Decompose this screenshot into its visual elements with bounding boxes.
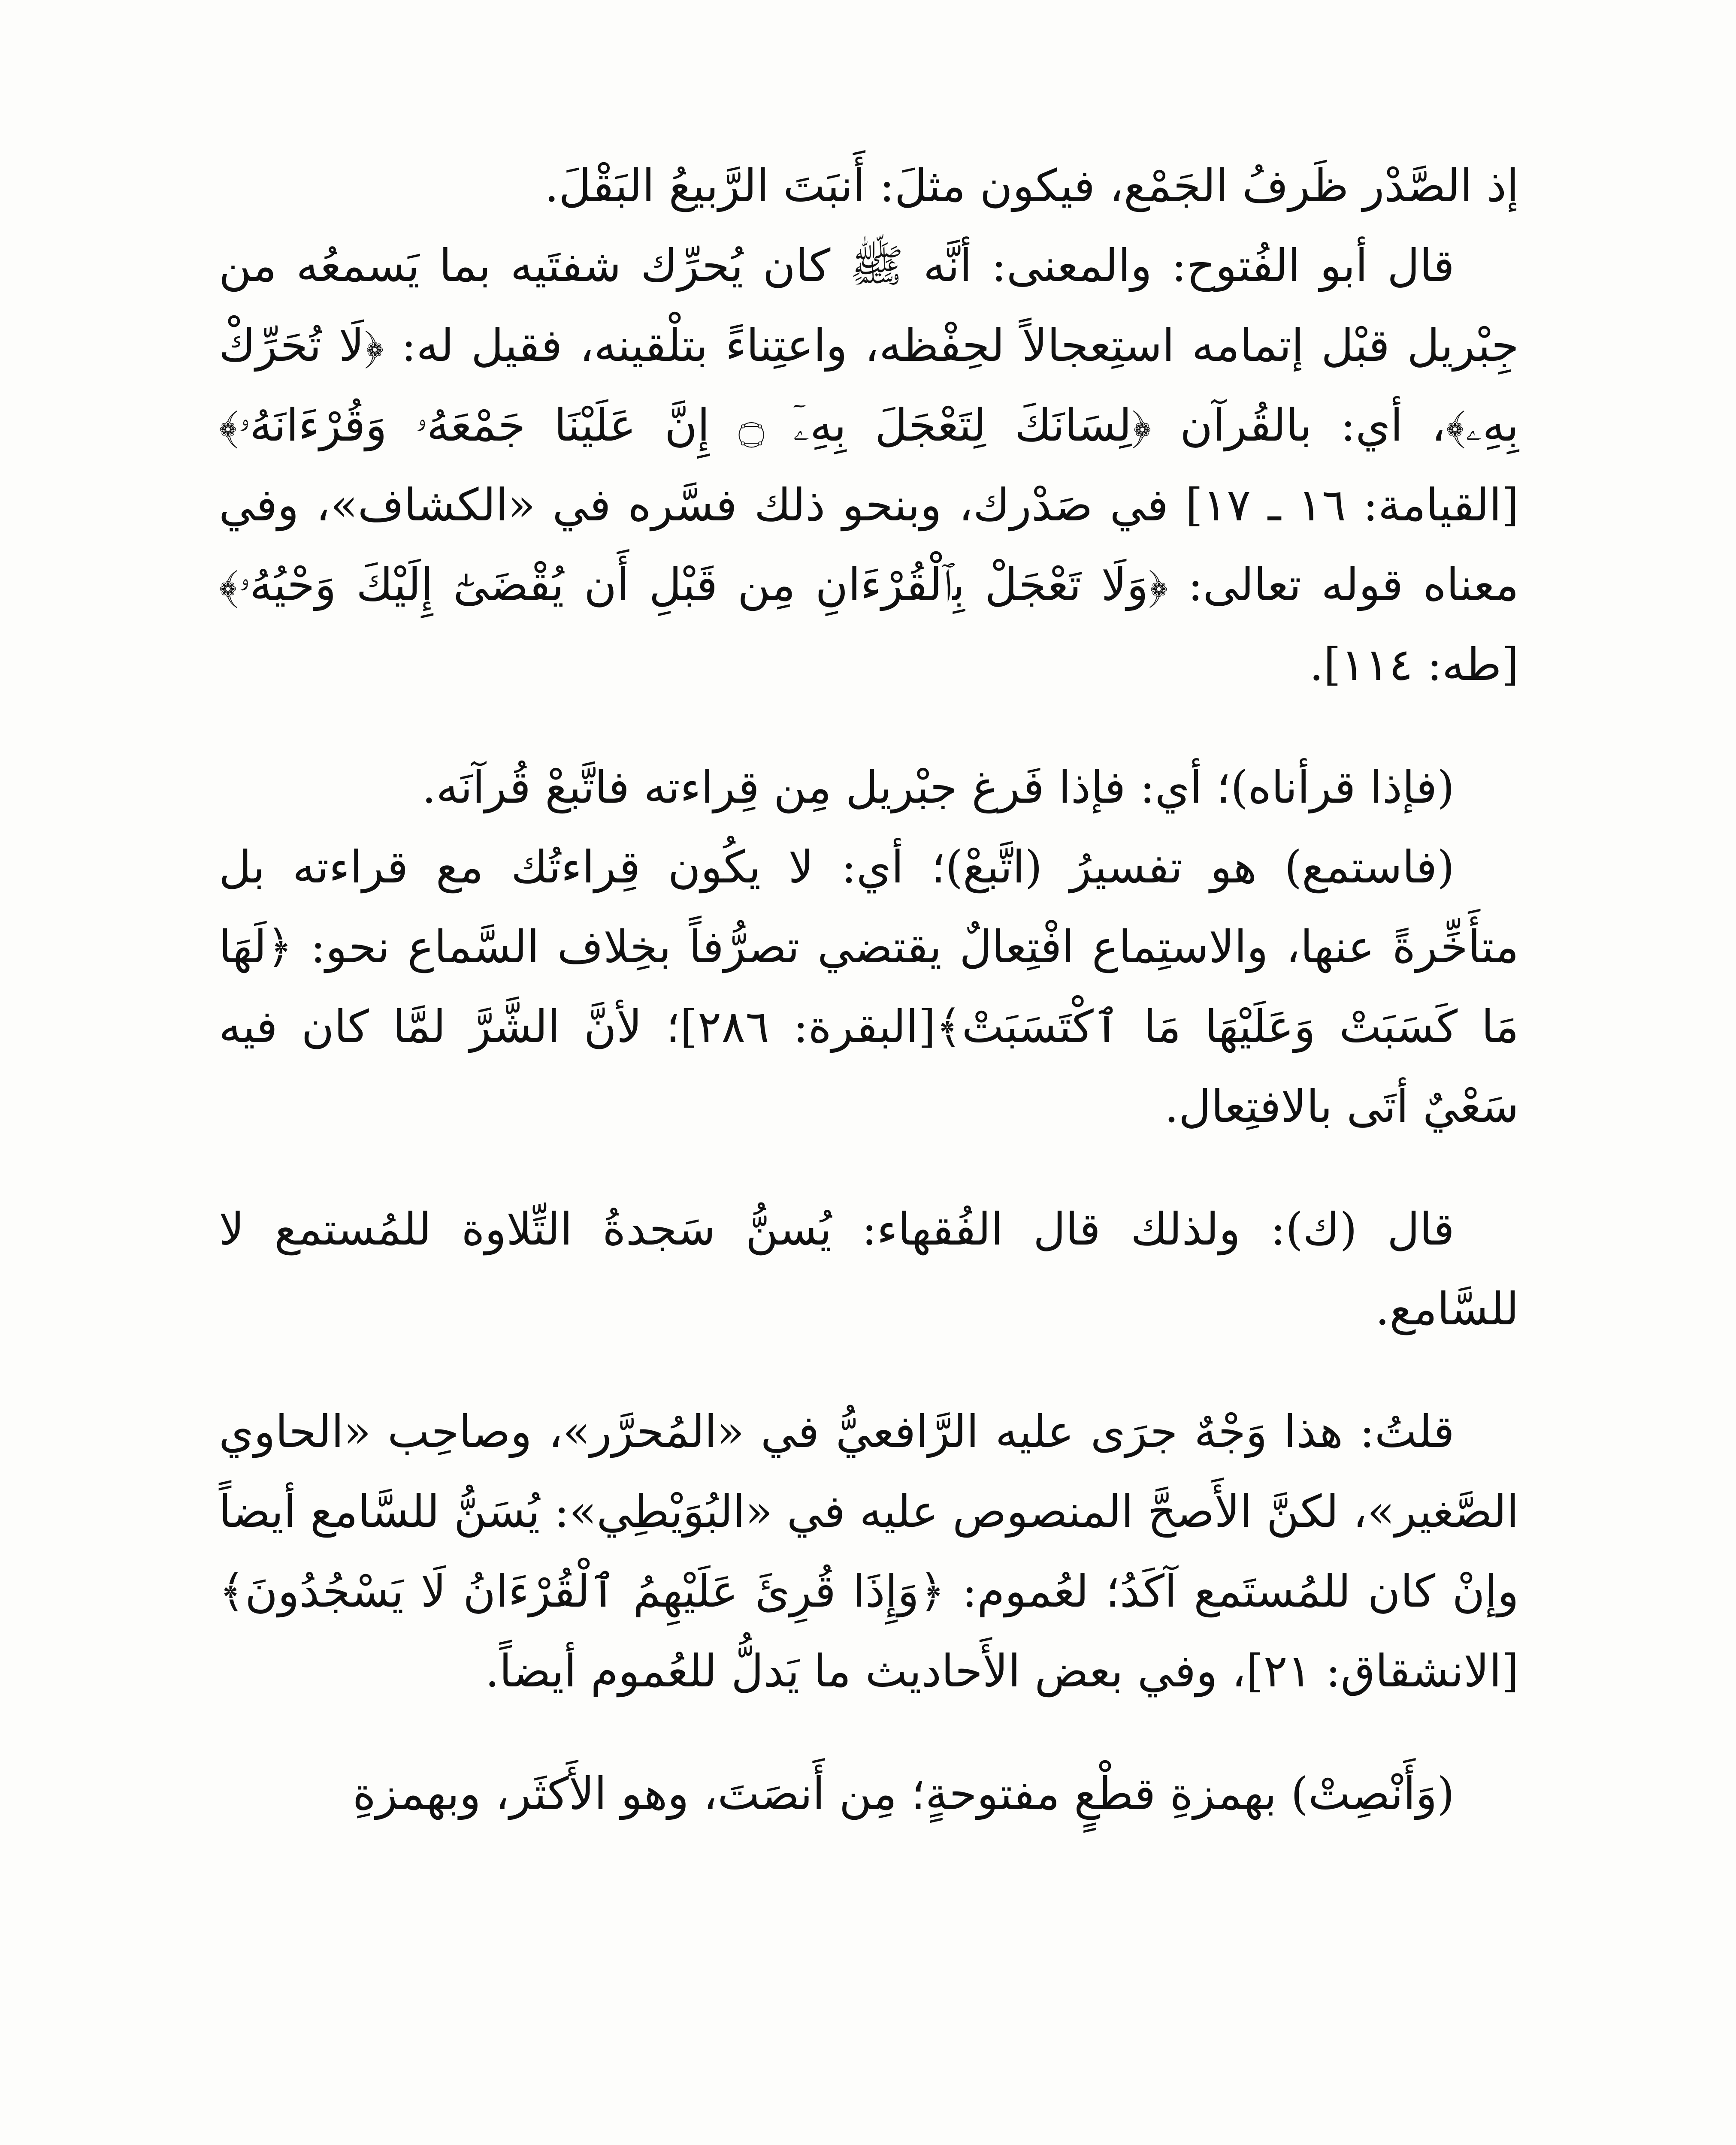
paragraph-4: (فاستمع) هو تفسيرُ (اتَّبعْ)؛ أي: لا يكُون قِراءتُك مع قراءته بل متأَخِّرةً عنها، والاستِماع افْتِعالٌ يقتضي تصرُّفاً بخِلاف السَّماع نحو: ﴿لَهَا مَا كَسَبَتْ وَعَلَيْهَا مَا ٱكْتَسَبَتْ﴾[البقرة: ٢٨٦]؛ لأنَّ الشَّرَّ لمَّا كان فيه سَعْيٌ أتَى بالافتِعال. — [219, 841, 1519, 1133]
paragraph-1: إذ الصَّدْر ظَرفُ الجَمْع، فيكون مثلَ: أَنبَتَ الرَّبيعُ البَقْلَ. — [544, 160, 1519, 212]
paragraph-2: قال أبو الفُتوح: والمعنى: أنَّه ﷺ كان يُحرِّك شفتَيه بما يَسمعُه من جِبْريل قبْل إتمامه استِعجالاً لحِفْظه، واعتِناءً بتلْقينه، فقيل له: ﴿لَا تُحَرِّكْ بِهِۦ﴾، أي: بالقُرآن ﴿لِسَانَكَ لِتَعْجَلَ بِهِۦٓ ۝ إِنَّ عَلَيْنَا جَمْعَهُۥ وَقُرْءَانَهُۥ﴾ [القيامة: ١٦ ـ ١٧] في صَدْرك، وبنحو ذلك فسَّره في «الكشاف»، وفي معناه قوله تعالى: ﴿وَلَا تَعْجَلْ بِٱلْقُرْءَانِ مِن قَبْلِ أَن يُقْضَىٰٓ إِلَيْكَ وَحْيُهُۥ﴾[طه: ١١٤]. — [219, 239, 1519, 691]
paragraph-6: قلتُ: هذا وَجْهٌ جرَى عليه الرَّافعيُّ في «المُحرَّر»، وصاحِب «الحاوي الصَّغير»، لكنَّ الأَصحَّ المنصوص عليه في «البُوَيْطِي»: يُسَنُّ للسَّامع أيضاً وإنْ كان للمُستَمع آكَدُ؛ لعُموم: ﴿وَإِذَا قُرِئَ عَلَيْهِمُ ٱلْقُرْءَانُ لَا يَسْجُدُونَ﴾[الانشقاق: ٢١]، وفي بعض الأَحاديث ما يَدلُّ للعُموم أيضاً. — [219, 1405, 1519, 1697]
paragraph-5: قال (ك): ولذلك قال الفُقهاء: يُسنُّ سَجدةُ التِّلاوة للمُستمع لا للسَّامع. — [219, 1203, 1519, 1335]
paragraph-7: (وَأَنْصِتْ) بهمزةِ قطْعٍ مفتوحةٍ؛ مِن أَنصَتَ، وهو الأَكثَر، وبهمزةِ — [352, 1767, 1455, 1820]
paragraph-3: (فإذا قرأناه)؛ أي: فإذا فَرغ جبْريل مِن قِراءته فاتَّبعْ قُرآنَه. — [422, 761, 1455, 813]
body-text — [219, 146, 1519, 1834]
